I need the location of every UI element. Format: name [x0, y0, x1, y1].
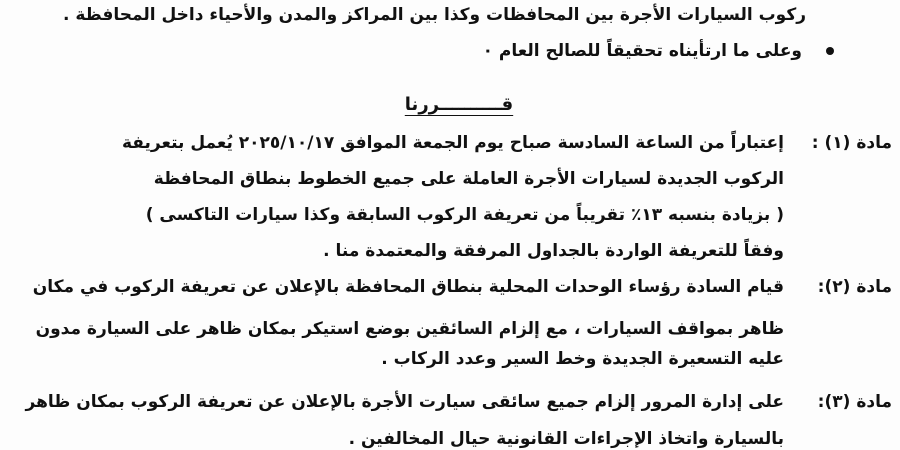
article-1-line-3: ( بزيادة بنسبه ١٣٪ تقريباً من تعريفة الركوب السابقة وكذا سيارات التاكسى ) — [145, 205, 784, 225]
article-3-label: مادة (٣): — [817, 392, 892, 412]
decision-heading: قــــــــــررنا — [404, 94, 514, 115]
article-1-line-4: وفقاً للتعريفة الواردة بالجداول المرفقة والمعتمدة منا . — [323, 241, 784, 261]
bullet-icon — [826, 47, 834, 55]
intro-line-1: ركوب السيارات الأجرة بين المحافظات وكذا بين المراكز والمدن والأحياء داخل المحافظة . — [62, 5, 806, 25]
article-2-line-2: ظاهر بمواقف السيارات ، مع إلزام السائقين بوضع استيكر بمكان ظاهر على السيارة مدون — [35, 319, 784, 339]
article-2-label: مادة (٢): — [817, 277, 892, 297]
article-3-line-2: بالسيارة واتخاذ الإجراءات القانونية حيال المخالفين . — [348, 429, 784, 449]
article-2-line-1: قيام السادة رؤساء الوحدات المحلية بنطاق المحافظة بالإعلان عن تعريفة الركوب في مكان — [32, 277, 784, 297]
article-1-line-2: الركوب الجديدة لسيارات الأجرة العاملة على جميع الخطوط بنطاق المحافظة — [153, 169, 784, 189]
article-2-line-3: عليه التسعيرة الجديدة وخط السير وعدد الركاب . — [381, 349, 784, 369]
intro-line-2: وعلى ما ارتأيناه تحقيقاً للصالح العام ٠ — [482, 41, 802, 61]
article-1-label: مادة (١) : — [811, 133, 892, 153]
article-3-line-1: على إدارة المرور إلزام جميع سائقى سيارت الأجرة بالإعلان عن تعريفة الركوب بمكان ظاهر — [25, 392, 784, 412]
article-1-line-1: إعتباراً من الساعة السادسة صباح يوم الجمعة الموافق ٢٠٢٥/١٠/١٧ يُعمل بتعريفة — [121, 133, 784, 153]
